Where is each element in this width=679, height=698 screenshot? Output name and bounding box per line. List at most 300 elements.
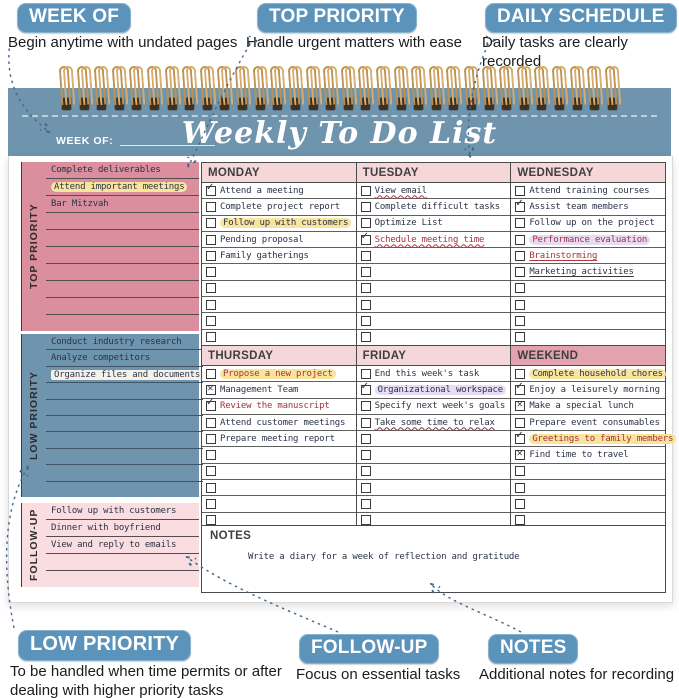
spiral-coil <box>183 66 196 112</box>
sidebar-row <box>46 196 199 213</box>
sidebar-row <box>46 179 199 196</box>
task-row <box>357 464 511 480</box>
day-band <box>201 345 674 529</box>
task-checkbox <box>515 251 525 261</box>
task-text: Management Team <box>220 384 299 395</box>
day-rows <box>202 366 356 528</box>
spiral-coil <box>166 66 179 112</box>
task-row <box>202 199 356 215</box>
coil-wire <box>274 66 287 106</box>
task-checkbox <box>206 466 216 476</box>
task-row <box>511 366 665 382</box>
task-text: Attend customer meetings <box>220 417 346 428</box>
callout-low-priority-label: LOW PRIORITY <box>18 630 191 661</box>
day-header: WEDNESDAY <box>511 163 665 183</box>
day-rows <box>357 183 511 345</box>
spiral-coil <box>113 66 126 112</box>
spiral-coil <box>571 66 584 112</box>
day-header: WEEKEND <box>511 346 665 366</box>
coil-wire <box>556 66 569 106</box>
task-checkbox <box>361 186 371 196</box>
spiral-coil <box>236 66 249 112</box>
task-text: Attend training courses <box>529 185 650 196</box>
task-text: Follow up with customers <box>51 506 177 516</box>
check-mark-icon: ✓ <box>515 197 524 209</box>
task-row <box>202 480 356 496</box>
task-checkbox <box>515 316 525 326</box>
task-row <box>202 415 356 431</box>
callout-top-priority-desc: Handle urgent matters with ease <box>246 34 462 51</box>
task-text: Attend important meetings <box>51 182 187 192</box>
coil-wire <box>221 66 234 106</box>
callout-follow-up-desc: Focus on essential tasks <box>296 666 461 683</box>
task-row <box>357 264 511 280</box>
task-row <box>357 199 511 215</box>
task-checkbox <box>206 267 216 277</box>
task-text: Greetings to family members <box>529 434 676 444</box>
task-checkbox <box>515 332 525 342</box>
task-checkbox <box>515 300 525 310</box>
task-checkbox <box>206 202 216 212</box>
sidebar-row <box>46 383 203 399</box>
sidebar-row <box>46 315 199 331</box>
task-checkbox <box>206 235 216 245</box>
sidebar-row <box>46 554 199 571</box>
task-checkbox <box>515 380 525 395</box>
task-checkbox <box>361 202 371 212</box>
task-text: Optimize List <box>374 218 443 229</box>
coil-wire <box>468 66 481 106</box>
coil-wire <box>168 66 181 106</box>
task-checkbox <box>361 218 371 228</box>
task-checkbox <box>360 230 371 245</box>
task-row <box>357 330 511 345</box>
coil-wire <box>503 66 516 106</box>
spiral-coil <box>395 66 408 112</box>
x-mark-icon: ✕ <box>516 400 524 410</box>
sidebar-row <box>46 503 199 520</box>
coil-wire <box>186 66 199 106</box>
notes-section <box>201 525 666 593</box>
task-row <box>511 382 665 398</box>
task-checkbox <box>360 380 371 395</box>
spiral-binding <box>60 66 619 112</box>
task-row <box>511 232 665 248</box>
check-mark-icon: ✓ <box>360 380 370 392</box>
coil-wire <box>591 66 604 106</box>
sidebar-row <box>46 432 203 448</box>
sidebar-row <box>46 350 203 366</box>
day-rows <box>357 366 511 528</box>
task-text: View and reply to emails <box>51 540 177 550</box>
spiral-coil <box>324 66 337 112</box>
task-checkbox <box>515 235 525 245</box>
task-checkbox <box>361 499 371 509</box>
sidebar-row <box>46 400 203 416</box>
check-mark-icon: ✓ <box>206 181 215 193</box>
task-checkbox <box>515 283 525 293</box>
task-text: Analyze competitors <box>51 353 151 364</box>
task-checkbox <box>515 401 525 411</box>
task-row <box>511 447 665 463</box>
task-row <box>511 480 665 496</box>
callout-top-priority-label: TOP PRIORITY <box>257 3 417 33</box>
sidebar-row <box>46 247 199 264</box>
task-row <box>202 447 356 463</box>
day-header: THURSDAY <box>202 346 356 366</box>
task-row <box>511 313 665 329</box>
task-row <box>202 464 356 480</box>
spiral-coil <box>201 66 214 112</box>
task-checkbox <box>515 429 525 444</box>
task-row <box>202 313 356 329</box>
task-row <box>202 330 356 345</box>
sidebar-row <box>46 298 199 315</box>
task-text: Propose a new project <box>220 369 336 379</box>
callout-week-of-label: WEEK OF <box>17 3 131 33</box>
coil-wire <box>520 66 533 106</box>
task-text: Attend a meeting <box>220 185 304 196</box>
day-rows <box>511 366 674 528</box>
task-checkbox <box>206 418 216 428</box>
task-checkbox <box>515 197 525 212</box>
coil-wire <box>362 66 375 106</box>
task-checkbox <box>361 300 371 310</box>
spiral-coil <box>359 66 372 112</box>
sidebar-row <box>46 571 199 587</box>
task-text: End this week's task <box>374 368 480 379</box>
spiral-coil <box>588 66 601 112</box>
callout-low-priority-desc: To be handled when time permits or after dealing with higher priority tasks <box>10 663 282 698</box>
coil-wire <box>415 66 428 106</box>
sidebar-row <box>46 537 199 554</box>
sidebar-row <box>46 465 203 481</box>
task-text: Enjoy a leisurely morning <box>529 384 660 395</box>
task-row <box>511 496 665 512</box>
task-row <box>202 216 356 232</box>
sidebar-section-label: LOW PRIORITY <box>21 334 46 497</box>
task-checkbox <box>361 401 371 411</box>
callout-week-of-desc: Begin anytime with undated pages <box>8 34 238 51</box>
coil-wire <box>80 66 93 106</box>
task-checkbox <box>206 251 216 261</box>
coil-wire <box>98 66 111 106</box>
task-checkbox <box>206 499 216 509</box>
task-checkbox <box>361 332 371 342</box>
task-checkbox <box>206 515 216 525</box>
task-checkbox <box>361 283 371 293</box>
task-checkbox <box>515 218 525 228</box>
coil-wire <box>292 66 305 106</box>
sidebar-row <box>46 449 203 465</box>
check-mark-icon: ✓ <box>360 230 370 242</box>
task-text: Make a special lunch <box>529 401 634 412</box>
task-row <box>357 366 511 382</box>
notes-label: NOTES <box>210 530 252 542</box>
spiral-coil <box>95 66 108 112</box>
task-row <box>357 281 511 297</box>
task-row <box>357 496 511 512</box>
callout-daily-schedule-label: DAILY SCHEDULE <box>485 3 677 33</box>
coil-wire <box>239 66 252 106</box>
task-row <box>202 297 356 313</box>
task-checkbox <box>515 499 525 509</box>
task-row <box>511 281 665 297</box>
task-checkbox <box>515 369 525 379</box>
day-rows <box>202 183 356 345</box>
coil-wire <box>397 66 410 106</box>
task-text: Find time to travel <box>529 450 629 461</box>
task-row <box>511 415 665 431</box>
task-text: Specify next week's goals <box>374 401 506 412</box>
task-checkbox <box>515 466 525 476</box>
task-checkbox <box>361 466 371 476</box>
spiral-coil <box>465 66 478 112</box>
task-text: Complete deliverables <box>51 165 161 175</box>
sidebar-row <box>46 367 203 383</box>
task-checkbox <box>206 300 216 310</box>
task-row <box>511 216 665 232</box>
task-row <box>202 248 356 264</box>
sidebar-section-label: FOLLOW-UP <box>21 503 46 587</box>
sidebar-section-top-priority <box>21 162 199 331</box>
task-checkbox <box>206 434 216 444</box>
spiral-coil <box>60 66 73 112</box>
task-row <box>357 232 511 248</box>
task-checkbox <box>515 267 525 277</box>
spiral-coil <box>483 66 496 112</box>
task-text: Complete difficult tasks <box>374 201 500 212</box>
x-mark-icon: ✕ <box>516 449 524 459</box>
task-row <box>357 447 511 463</box>
task-checkbox <box>206 181 216 196</box>
task-row <box>202 232 356 248</box>
task-row <box>357 313 511 329</box>
task-row <box>202 399 356 415</box>
callout-notes-label: NOTES <box>488 634 578 664</box>
task-row <box>511 297 665 313</box>
task-checkbox <box>515 186 525 196</box>
coil-wire <box>344 66 357 106</box>
task-checkbox <box>361 450 371 460</box>
task-text: Complete project report <box>220 201 341 212</box>
sidebar-row <box>46 264 199 281</box>
task-row <box>202 431 356 447</box>
spiral-coil <box>130 66 143 112</box>
day-column-weekend <box>511 346 674 528</box>
coil-wire <box>327 66 340 106</box>
daily-schedule-grid <box>201 162 674 529</box>
day-column-wednesday <box>511 163 665 345</box>
day-header: TUESDAY <box>357 163 511 183</box>
spiral-coil <box>78 66 91 112</box>
task-text: Review the manuscript <box>220 401 330 412</box>
task-row <box>511 429 674 447</box>
task-checkbox <box>206 385 216 395</box>
spiral-coil <box>500 66 513 112</box>
task-checkbox <box>361 418 371 428</box>
task-row <box>202 366 356 382</box>
day-column-tuesday <box>357 163 512 345</box>
task-row <box>511 264 665 280</box>
callout-follow-up-label: FOLLOW-UP <box>299 634 439 664</box>
coil-wire <box>609 66 622 106</box>
task-checkbox <box>206 283 216 293</box>
task-text: Organizational workspace <box>375 385 506 395</box>
spiral-coil <box>254 66 267 112</box>
coil-wire <box>115 66 128 106</box>
task-text: Assist team members <box>529 201 629 212</box>
task-text: Pending proposal <box>220 234 304 245</box>
sidebar-rows <box>46 162 199 331</box>
task-row <box>202 281 356 297</box>
task-text: Conduct industry research <box>51 336 182 347</box>
day-header: FRIDAY <box>357 346 511 366</box>
spiral-coil <box>377 66 390 112</box>
task-row <box>357 431 511 447</box>
spiral-coil <box>606 66 619 112</box>
task-checkbox <box>361 316 371 326</box>
notepad-page <box>8 156 673 603</box>
task-checkbox <box>361 515 371 525</box>
coil-wire <box>256 66 269 106</box>
task-row <box>202 496 356 512</box>
notepad-title: Weekly To Do List <box>181 116 498 151</box>
spiral-coil <box>342 66 355 112</box>
sidebar-row <box>46 281 199 298</box>
notes-text: Write a diary for a week of reflection and gratitude <box>248 552 520 562</box>
coil-wire <box>151 66 164 106</box>
spiral-coil <box>535 66 548 112</box>
sidebar-rows <box>46 334 203 497</box>
coil-wire <box>450 66 463 106</box>
task-text: View email <box>374 185 427 196</box>
task-checkbox <box>361 369 371 379</box>
task-checkbox <box>515 418 525 428</box>
task-text: Prepare event consumables <box>529 417 660 428</box>
check-mark-icon: ✓ <box>515 380 524 392</box>
task-row <box>357 248 511 264</box>
task-checkbox <box>206 397 216 411</box>
task-text: Organize files and documents <box>51 370 203 380</box>
spiral-coil <box>148 66 161 112</box>
day-column-thursday <box>202 346 357 528</box>
callout-daily-schedule-desc: Daily tasks are clearly recorded <box>482 34 628 70</box>
task-checkbox <box>361 251 371 261</box>
spiral-coil <box>518 66 531 112</box>
week-of-label: WEEK OF: <box>56 135 114 147</box>
task-text: Performance evaluation <box>529 235 650 245</box>
task-text: Complete household chores <box>529 369 665 379</box>
task-row <box>511 199 665 215</box>
task-row <box>357 183 511 199</box>
day-column-friday <box>357 346 512 528</box>
coil-wire <box>573 66 586 106</box>
task-text: Bar Mitzvah <box>51 199 109 209</box>
task-checkbox <box>515 515 525 525</box>
task-row <box>511 399 665 415</box>
task-text: Prepare meeting report <box>220 433 335 444</box>
task-row <box>357 297 511 313</box>
coil-wire <box>432 66 445 106</box>
task-text: Family gatherings <box>220 250 309 261</box>
coil-wire <box>309 66 322 106</box>
task-text: Schedule meeting time <box>374 234 485 245</box>
task-checkbox <box>361 267 371 277</box>
task-row <box>202 264 356 280</box>
task-text: Take some time to relax <box>374 417 495 428</box>
coil-wire <box>485 66 498 106</box>
sidebar-section-follow-up <box>21 503 199 587</box>
task-row <box>511 183 665 199</box>
check-mark-icon: ✓ <box>515 429 524 441</box>
task-checkbox <box>206 369 216 379</box>
task-text: Follow up with customers <box>220 218 351 228</box>
task-text: Marketing activities <box>529 267 634 278</box>
day-header: MONDAY <box>202 163 356 183</box>
spiral-coil <box>307 66 320 112</box>
spiral-coil <box>271 66 284 112</box>
task-row <box>357 415 511 431</box>
task-checkbox <box>206 332 216 342</box>
sidebar-row <box>46 162 199 179</box>
x-mark-icon: ✕ <box>207 383 214 393</box>
task-text: Follow up on the project <box>529 218 655 229</box>
task-checkbox <box>515 483 525 493</box>
spiral-coil <box>553 66 566 112</box>
coil-wire <box>538 66 551 106</box>
coil-wire <box>63 66 76 106</box>
task-checkbox <box>206 218 216 228</box>
sidebar-section-label: TOP PRIORITY <box>21 162 46 331</box>
task-row <box>357 399 511 415</box>
spiral-coil <box>447 66 460 112</box>
task-checkbox <box>206 450 216 460</box>
task-row <box>511 330 665 345</box>
sidebar-row <box>46 334 203 350</box>
task-checkbox <box>515 450 525 460</box>
sidebar-section-low-priority <box>21 334 199 497</box>
task-checkbox <box>361 434 371 444</box>
day-rows <box>511 183 665 345</box>
coil-wire <box>133 66 146 106</box>
spiral-coil <box>289 66 302 112</box>
sidebar-rows <box>46 503 199 587</box>
callout-notes-desc: Additional notes for recording <box>479 666 675 683</box>
spiral-coil <box>430 66 443 112</box>
task-checkbox <box>206 483 216 493</box>
task-row <box>511 464 665 480</box>
task-row <box>357 480 511 496</box>
task-row <box>202 382 356 398</box>
sidebar-row <box>46 520 199 537</box>
sidebar-row <box>46 416 203 432</box>
day-column-monday <box>202 163 357 345</box>
sidebar-row <box>46 213 199 230</box>
sidebar-row <box>46 482 203 497</box>
task-text: Brainstorming <box>529 250 598 261</box>
check-mark-icon: ✓ <box>206 397 215 409</box>
task-row <box>357 216 511 232</box>
task-checkbox <box>206 316 216 326</box>
task-row <box>357 382 511 398</box>
task-row <box>202 183 356 199</box>
task-row <box>511 248 665 264</box>
task-checkbox <box>361 483 371 493</box>
task-text: Dinner with boyfriend <box>51 523 161 533</box>
coil-wire <box>380 66 393 106</box>
coil-wire <box>204 66 217 106</box>
